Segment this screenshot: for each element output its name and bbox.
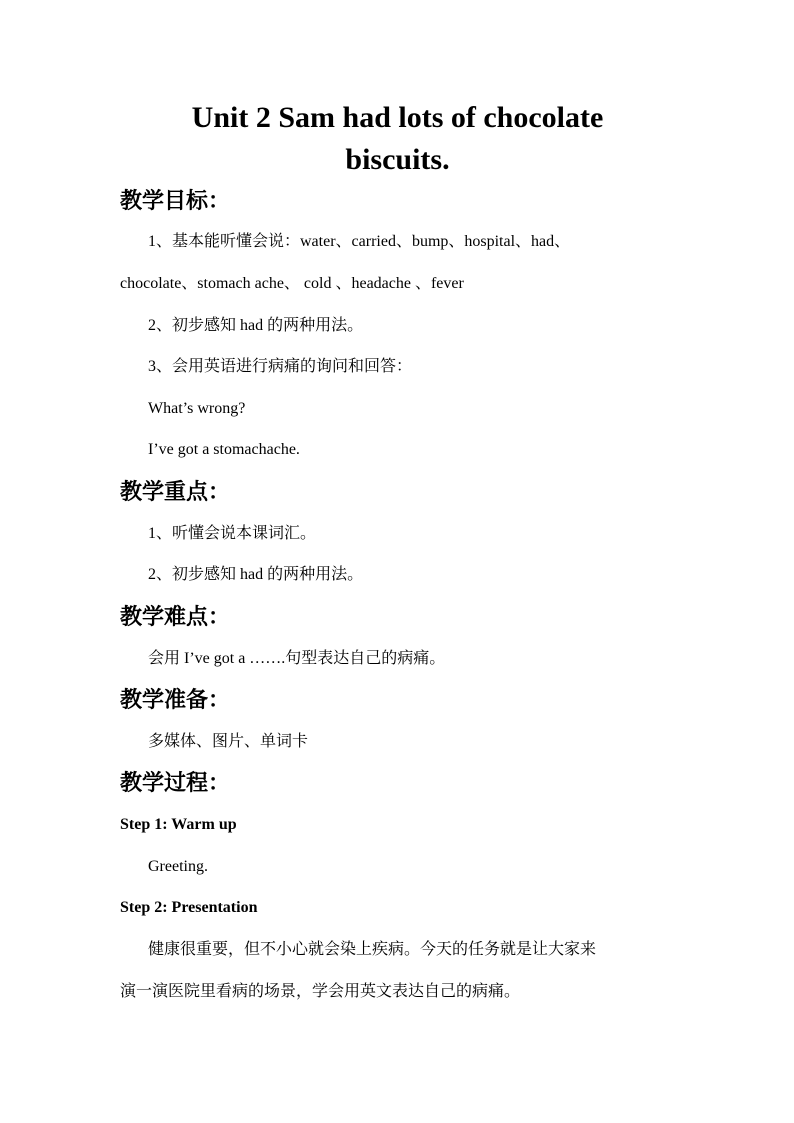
section-heading-preparation: 教学准备：: [120, 688, 231, 713]
goals-item-1-line-2: chocolate、stomach ache、 cold 、headache 、fever: [120, 275, 464, 292]
difficulties-item-1: 会用 I’ve got a …….句型表达自己的病痛。: [148, 650, 446, 667]
document-title-line-2: biscuits.: [345, 143, 450, 176]
step-2-title: Step 2: Presentation: [120, 899, 258, 916]
goals-answer: I’ve got a stomachache.: [148, 441, 300, 458]
goals-item-1-line-1: 1、基本能听懂会说：water、carried、bump、hospital、had、: [148, 233, 571, 250]
section-heading-difficulties: 教学难点：: [120, 605, 231, 630]
key-points-item-2: 2、初步感知 had 的两种用法。: [148, 566, 364, 583]
goals-item-2: 2、初步感知 had 的两种用法。: [148, 317, 364, 334]
step-1-title: Step 1: Warm up: [120, 816, 237, 833]
section-heading-goals: 教学目标：: [120, 189, 231, 214]
key-points-item-1: 1、听懂会说本课词汇。: [148, 525, 317, 542]
step-1-text: Greeting.: [148, 858, 208, 875]
step-2-text-line-1: 健康很重要，但不小心就会染上疾病。今天的任务就是让大家来: [148, 941, 597, 958]
section-heading-key-points: 教学重点：: [120, 480, 231, 505]
goals-item-3: 3、会用英语进行病痛的询问和回答：: [148, 358, 413, 375]
step-2-text-line-2: 演一演医院里看病的场景，学会用英文表达自己的病痛。: [120, 983, 521, 1000]
document-title-line-1: Unit 2 Sam had lots of chocolate: [191, 101, 604, 134]
section-heading-process: 教学过程：: [120, 771, 231, 796]
goals-question: What’s wrong?: [148, 400, 246, 417]
preparation-item-1: 多媒体、图片、单词卡: [148, 733, 309, 750]
